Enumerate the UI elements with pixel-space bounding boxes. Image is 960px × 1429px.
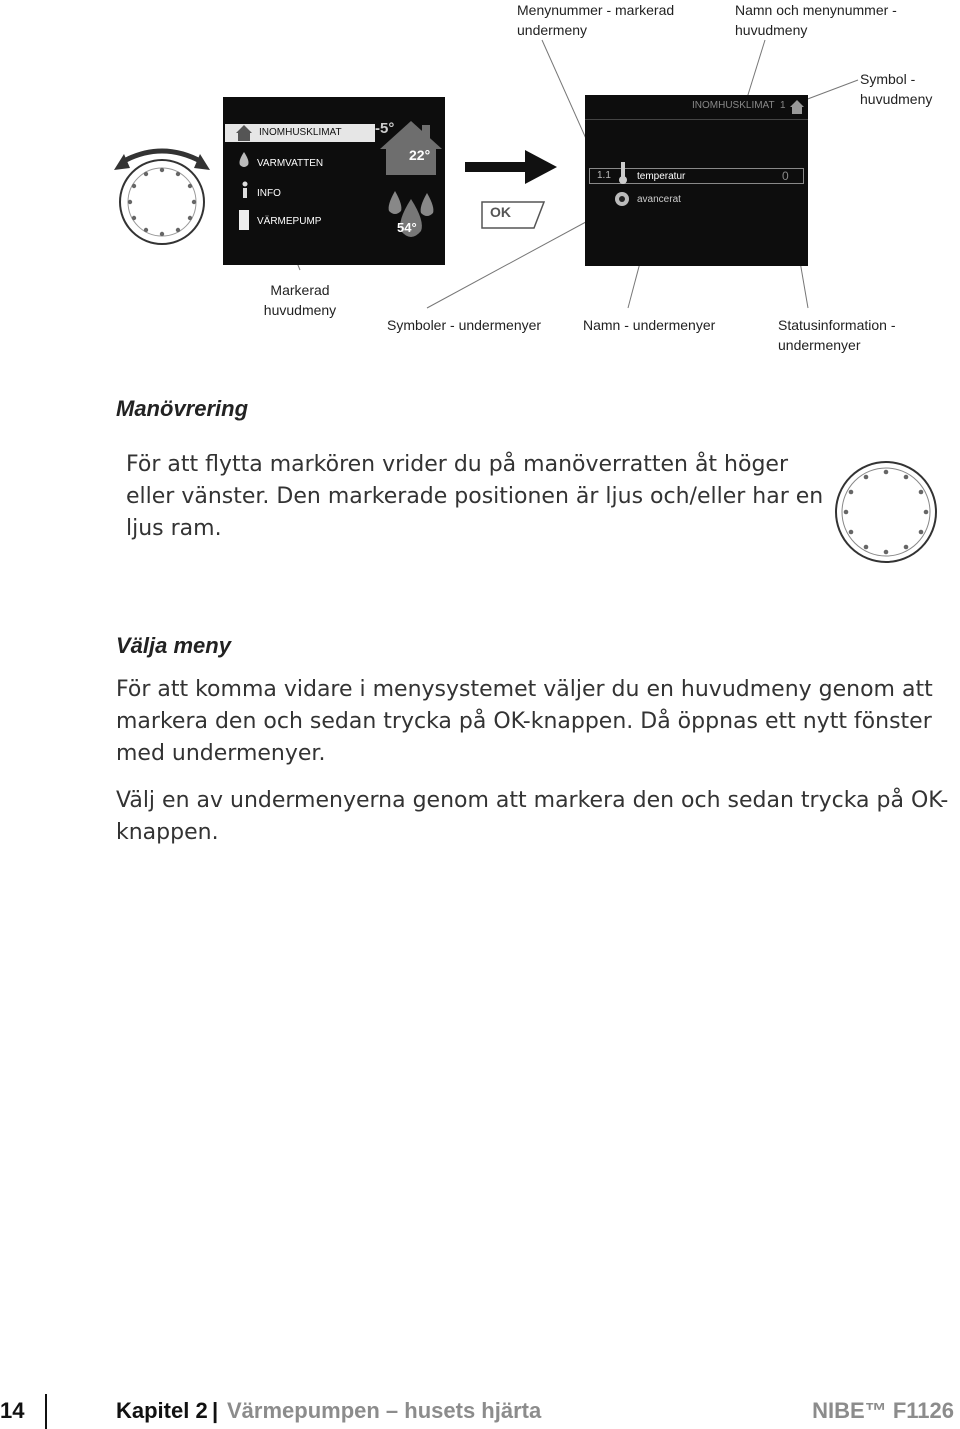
page-number: 14 <box>0 1398 25 1423</box>
menu-item-info[interactable]: INFO <box>257 188 281 199</box>
water-temperature: 54° <box>397 220 417 235</box>
callout-submenu-number: Menynummer - markerad undermeny <box>517 2 675 38</box>
water-drop-icon <box>237 151 251 169</box>
submenu-row-number: 1.1 <box>597 170 611 181</box>
footer-separator: | <box>212 1398 219 1423</box>
footer-left-divider <box>45 1394 47 1429</box>
header-divider <box>585 119 808 120</box>
heading-valja-meny: Välja meny <box>116 633 231 658</box>
heading-manovrering: Manövrering <box>116 396 249 421</box>
main-menu-screen <box>223 97 445 265</box>
menu-item-varmepump[interactable]: VÄRMEPUMP <box>257 216 322 227</box>
callout-submenu-status: Statusinformation - undermenyer <box>778 317 896 353</box>
callout-submenu-symbols: Symboler - undermenyer <box>387 317 542 333</box>
outdoor-temperature: -5° <box>375 120 395 137</box>
house-icon <box>235 123 253 143</box>
control-knob[interactable] <box>110 140 220 250</box>
footer-chapter-title: Värmepumpen – husets hjärta <box>227 1398 542 1423</box>
callout-marked-mainmenu: Markerad huvudmeny <box>263 282 337 318</box>
footer-product: NIBE™ F1126 <box>812 1398 954 1423</box>
text-valja-meny-1: För att komma vidare i menysystemet väljer du en huvudmeny genom att markera den och sedan trycka på OK-knappen. Då öppnas ett nytt fönster med undermenyer. <box>116 677 933 766</box>
callout-submenu-names: Namn - undermenyer <box>583 317 716 333</box>
indoor-temperature: 22° <box>409 147 431 163</box>
callout-name-and-number: Namn och menynummer - huvudmeny <box>735 2 897 38</box>
ok-button[interactable] <box>480 198 542 228</box>
text-valja-meny-2: Välj en av undermenyerna genom att markera den och sedan trycka på OK-knappen. <box>116 788 949 845</box>
control-knob-small <box>832 460 940 568</box>
submenu-status-value: 0 <box>782 169 789 183</box>
ok-button-label: OK <box>490 204 511 220</box>
text-manovrering: För att flytta markören vrider du på manöverratten åt höger eller vänster. Den markerade positionen är ljus och/eller har en ljus ram. <box>126 452 824 541</box>
submenu-header: INOMHUSKLIMAT 1 <box>692 100 786 111</box>
house-symbol-icon <box>789 99 805 115</box>
callout-symbol-mainmenu: Symbol - huvudmeny <box>860 71 933 107</box>
heatpump-icon <box>238 209 250 231</box>
submenu-screen <box>585 95 808 266</box>
submenu-label-avancerat[interactable]: avancerat <box>637 194 681 205</box>
footer-chapter: Kapitel 2 <box>116 1398 208 1423</box>
menu-item-varmvatten[interactable]: VARMVATTEN <box>257 158 324 169</box>
info-icon <box>240 181 250 199</box>
thermometer-icon <box>616 161 630 185</box>
hot-water-drops-icon <box>383 189 443 249</box>
menu-item-highlighted[interactable]: INOMHUSKLIMAT <box>225 124 375 142</box>
advanced-settings-icon <box>613 190 631 208</box>
submenu-label-temperatur: temperatur <box>637 171 686 182</box>
